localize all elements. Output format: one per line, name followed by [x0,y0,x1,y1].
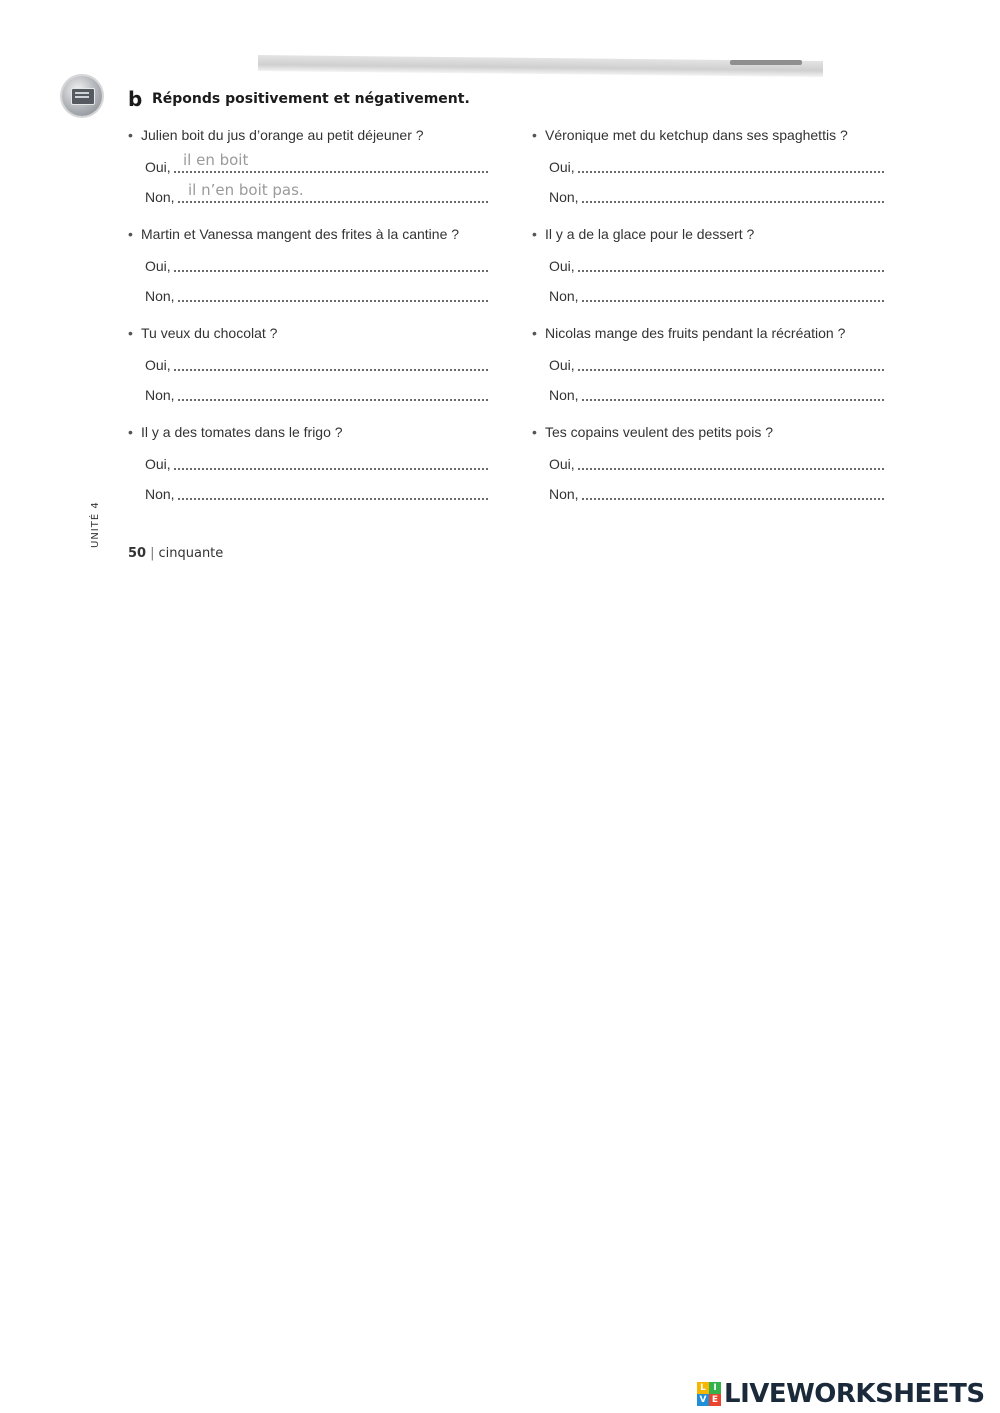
question-text: • Véronique met du ketchup dans ses spaghettis ? [532,127,848,143]
audio-cd-icon[interactable] [62,76,102,116]
logo-letter: V [697,1394,709,1406]
answer-oui-field[interactable] [145,345,488,375]
non-label: Non, [145,288,175,304]
answer-non-field[interactable] [145,474,488,504]
dotted-line [578,462,884,470]
page-number-word: cinquante [158,546,224,561]
question-item [532,325,884,405]
question-item [532,226,884,306]
question-text: • Julien boit du jus d’orange au petit déjeuner ? [128,127,424,143]
logo-letter: E [709,1394,721,1406]
dotted-line [174,363,488,371]
logo-letter: L [697,1382,709,1394]
exercise-letter: b [128,87,143,111]
answer-oui-field[interactable] [145,147,488,177]
non-label: Non, [145,387,175,403]
oui-label: Oui, [549,258,575,274]
oui-label: Oui, [549,159,575,175]
bullet-icon: • [128,127,133,143]
oui-label: Oui, [145,258,171,274]
non-label: Non, [549,189,579,205]
dotted-line [578,264,884,272]
answer-non-field[interactable] [549,474,884,504]
bullet-icon: • [532,127,537,143]
non-label: Non, [145,486,175,502]
liveworksheets-logo-icon [697,1382,721,1406]
answer-non-field[interactable] [145,177,488,207]
answer-non-field[interactable] [549,177,884,207]
answer-non-field[interactable] [549,276,884,306]
dotted-line [178,492,488,500]
exercise-instruction: Réponds positivement et négativement. [152,91,470,107]
liveworksheets-brand[interactable] [697,1379,985,1409]
question-text: • Il y a des tomates dans le frigo ? [128,424,343,440]
page-separator: | [150,546,155,561]
oui-label: Oui, [549,357,575,373]
page-number-digits: 50 [128,546,147,561]
brand-name: LIVEWORKSHEETS [724,1379,985,1409]
typed-answer: il en boit [183,151,249,169]
dotted-line [178,294,488,302]
bullet-icon: • [532,325,537,341]
question-text: • Nicolas mange des fruits pendant la récréation ? [532,325,846,341]
non-label: Non, [549,486,579,502]
dotted-line [582,492,884,500]
question-item [128,424,488,504]
answer-non-field[interactable] [549,375,884,405]
answer-oui-field[interactable] [549,444,884,474]
answer-non-field[interactable] [145,276,488,306]
dotted-line [582,195,884,203]
bullet-icon: • [532,424,537,440]
non-label: Non, [145,189,175,205]
oui-label: Oui, [145,159,171,175]
oui-label: Oui, [549,456,575,472]
dotted-line [178,393,488,401]
non-label: Non, [549,288,579,304]
answer-non-field[interactable] [145,375,488,405]
question-text: • Il y a de la glace pour le dessert ? [532,226,755,242]
oui-label: Oui, [145,357,171,373]
oui-label: Oui, [145,456,171,472]
answer-oui-field[interactable] [549,246,884,276]
bullet-icon: • [128,226,133,242]
dotted-line [174,462,488,470]
question-text: • Martin et Vanessa mangent des frites à la cantine ? [128,226,460,242]
question-item [128,127,488,207]
question-item [532,127,884,207]
dotted-line [174,264,488,272]
question-text: • Tu veux du chocolat ? [128,325,278,341]
page-number [128,546,223,561]
dotted-line [582,393,884,401]
question-item [128,325,488,405]
typed-answer: il n’en boit pas. [188,181,304,199]
bullet-icon: • [128,325,133,341]
answer-oui-field[interactable] [145,246,488,276]
answer-oui-field[interactable] [549,345,884,375]
header-banner-stripe [258,55,823,77]
dotted-line [578,165,884,173]
question-text: • Tes copains veulent des petits pois ? [532,424,774,440]
question-item [128,226,488,306]
logo-letter: I [709,1382,721,1394]
question-item [532,424,884,504]
answer-oui-field[interactable] [145,444,488,474]
unit-label: UNITÉ 4 [90,501,101,548]
dotted-line [578,363,884,371]
header-banner-accent [730,60,802,65]
bullet-icon: • [128,424,133,440]
non-label: Non, [549,387,579,403]
answer-oui-field[interactable] [549,147,884,177]
screen-icon [71,88,95,105]
bullet-icon: • [532,226,537,242]
dotted-line [582,294,884,302]
